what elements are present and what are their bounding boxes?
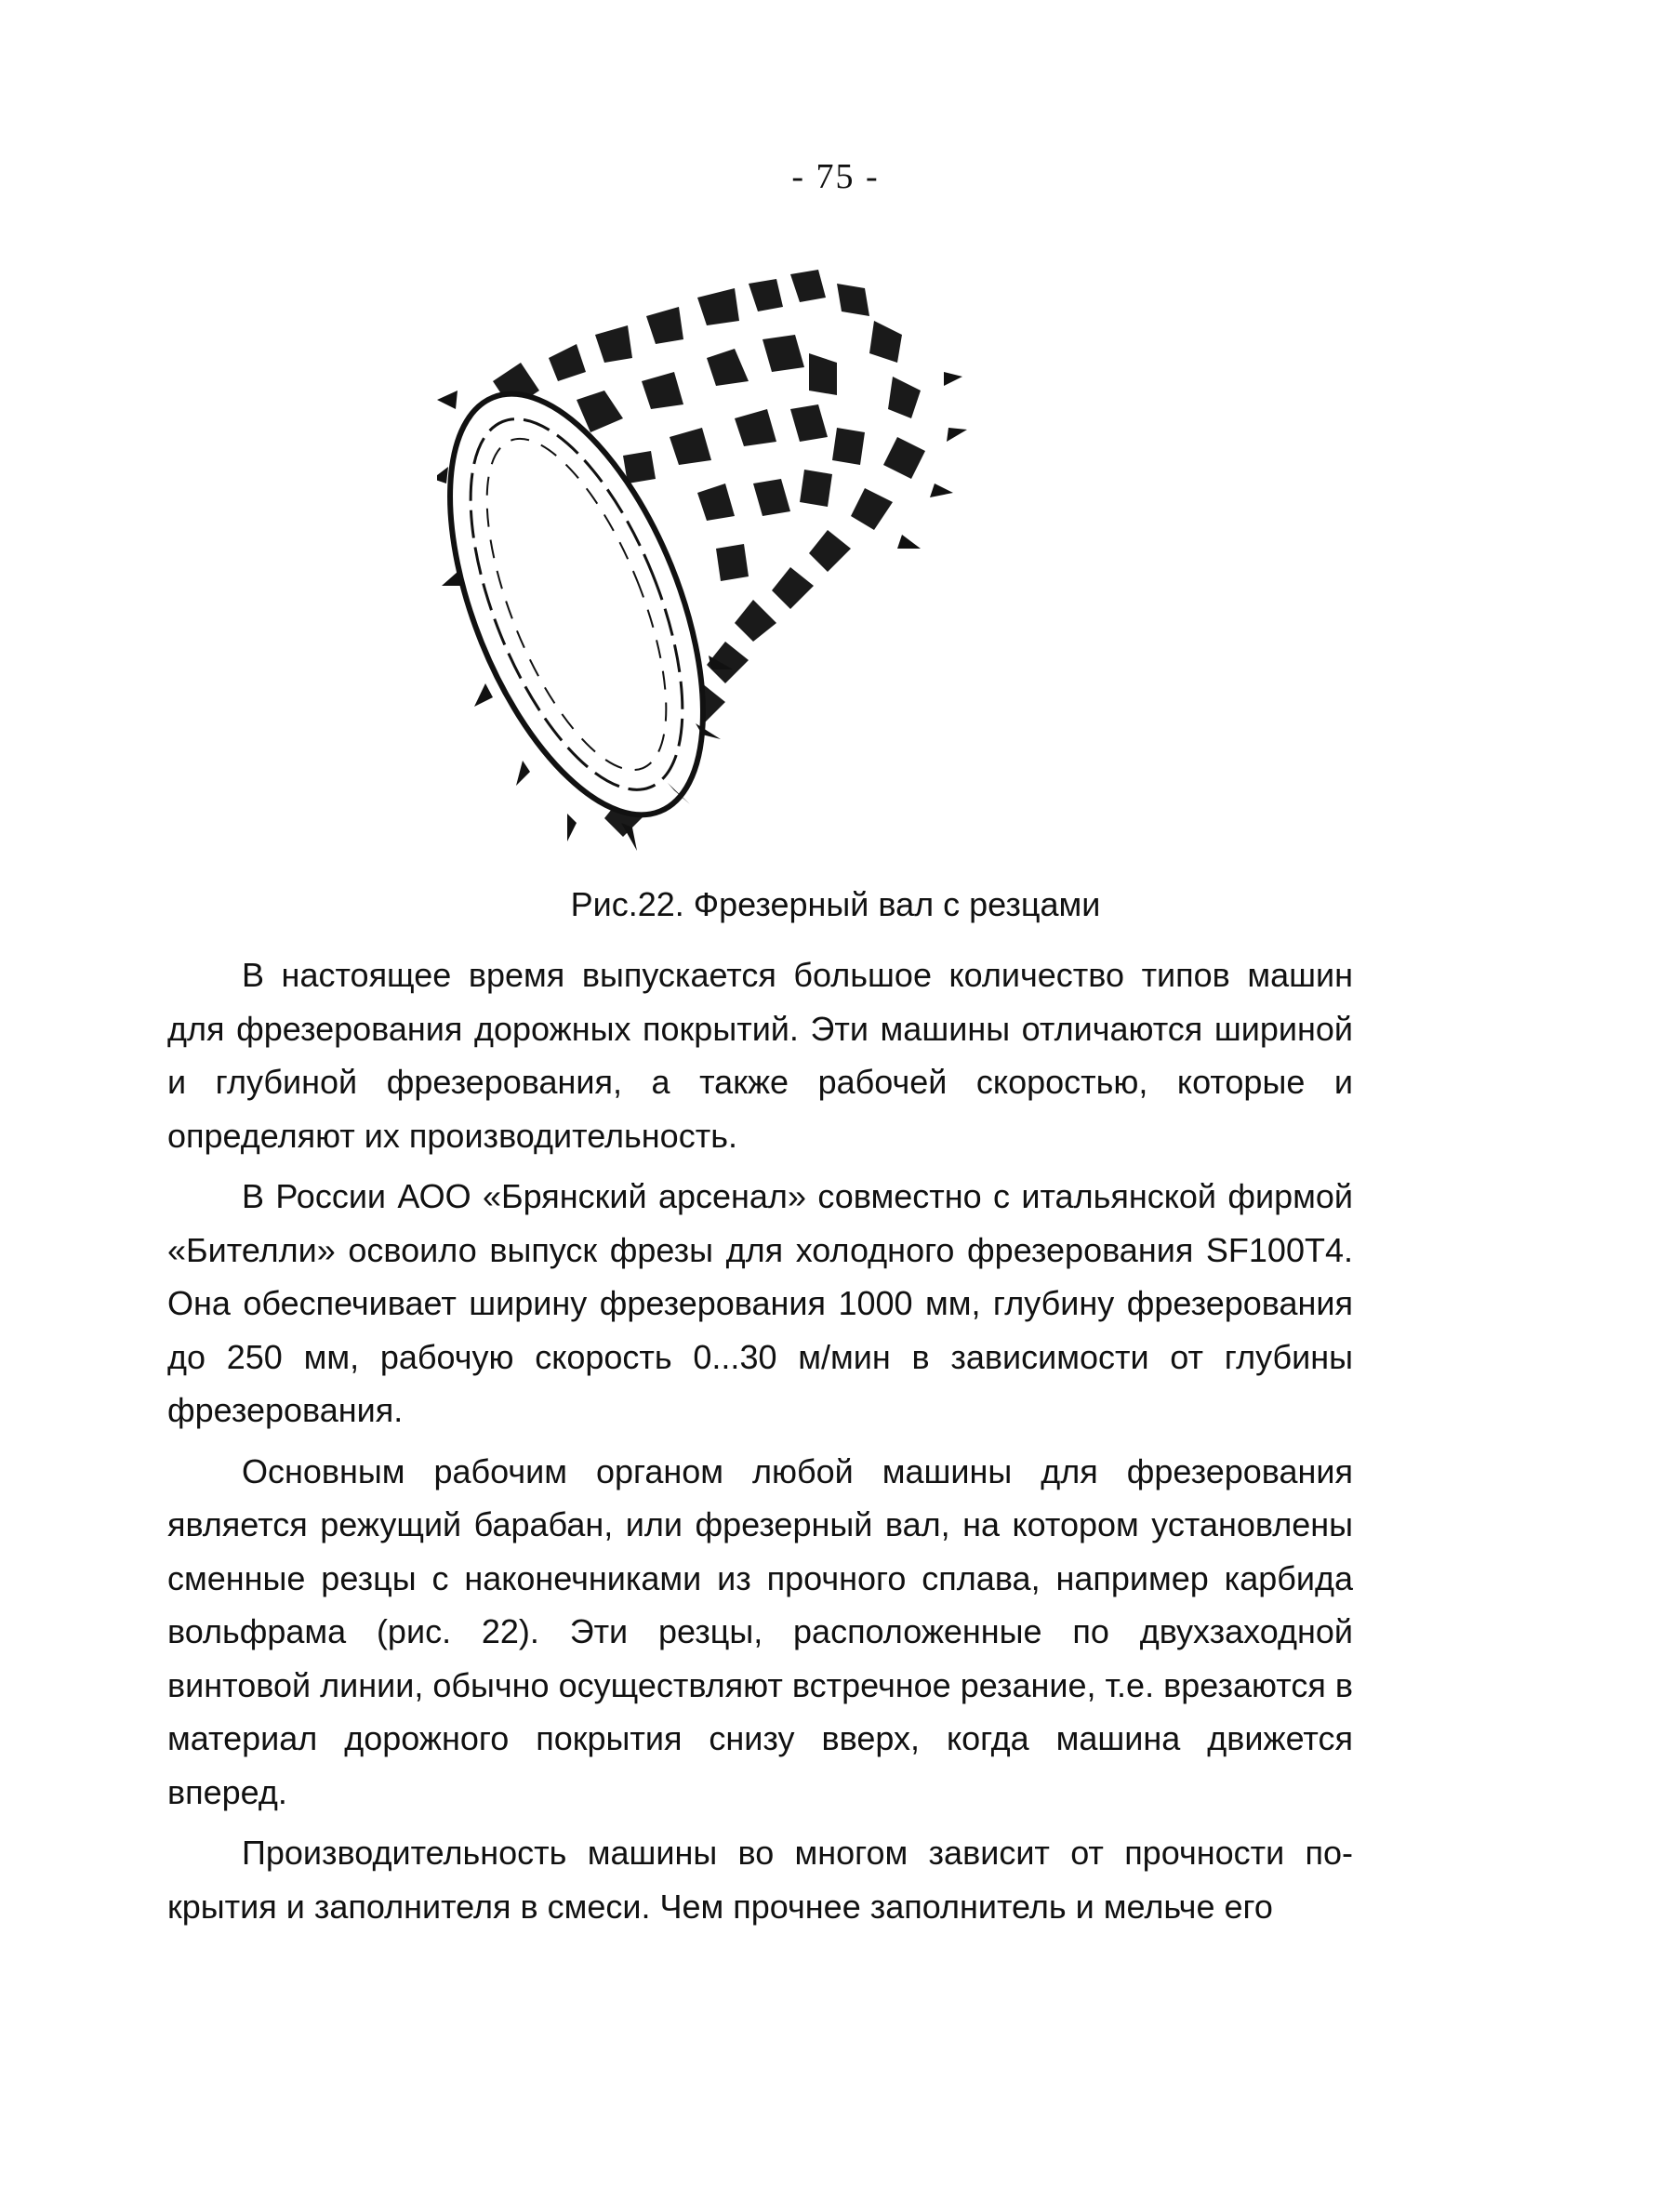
paragraph: Производительность машины во многом зависит от прочности покрытия и заполнителя в смеси. Чем прочнее заполнитель и мельче его <box>167 1834 1353 1926</box>
paragraph: В настоящее время выпускается большое количество типов машин для фрезерования дорожных покрытий. Эти машины отличаются шириной и глубиной фрезерования, а также рабочей скоростью, которые и определяют их производительность. <box>167 956 1353 1155</box>
milling-drum-illustration <box>437 270 1069 855</box>
page-number: - 75 - <box>791 157 880 196</box>
body-text <box>167 948 1353 1940</box>
paragraph: Основным рабочим органом любой машины для фрезерования является режущий барабан, или фрезерный вал, на котором установлены сменные резцы с наконечниками из прочного сплава, например карбида вольфрама (рис. 22). Эти резцы, расположенные по двухзаходной винтовой линии, обычно осуществляют встречное резание, т.е. врезаются в материал дорожного покрытия снизу вверх, когда машина движется вперед. <box>167 1451 1353 1811</box>
paragraph: В России АОО «Брянский арсенал» совместно с итальянской фирмой «Бителли» освоило выпуск фрезы для холодного фрезерования SF100T4. Она обеспечивает ширину фрезерования 1000 мм, глубину фрезерования до 250 мм, рабочую скорость 0...30 м/мин в зависимости от глубины фрезерования. <box>167 1177 1353 1429</box>
figure-caption: Рис.22. Фрезерный вал с резцами <box>570 885 1101 923</box>
